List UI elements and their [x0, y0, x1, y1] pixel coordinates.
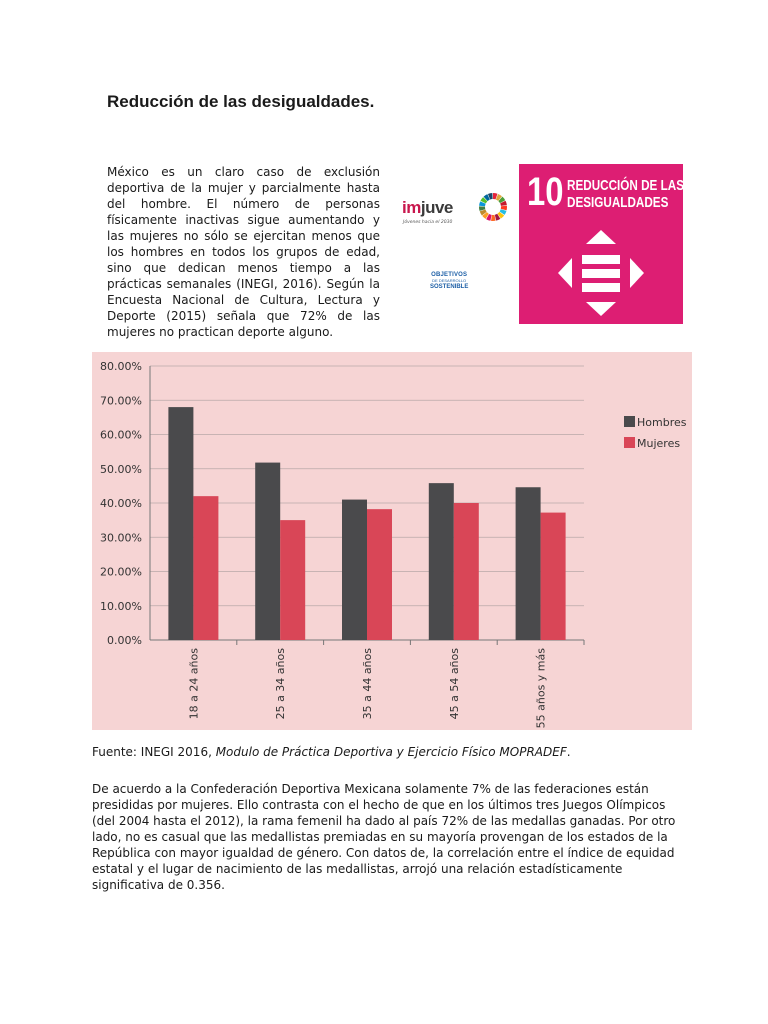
objetivos-line1: OBJETIVOS	[431, 272, 468, 278]
y-tick-label: 80.00%	[100, 360, 142, 373]
bar-mujeres	[193, 496, 218, 640]
imjuve-wordmark	[402, 198, 453, 218]
legend-label-mujeres: Mujeres	[637, 437, 681, 450]
sdg10-title-line2: DESIGUALDADES	[567, 194, 669, 211]
source-title: Modulo de Práctica Deportiva y Ejercicio Físico MOPRADEF	[215, 745, 567, 759]
imjuve-wordmark-im: im	[402, 198, 421, 217]
x-tick-label: 55 años y más	[534, 648, 548, 729]
bar-mujeres	[454, 503, 479, 640]
bar-mujeres	[541, 513, 566, 640]
sdg10-badge	[519, 164, 683, 324]
legend-label-hombres: Hombres	[637, 416, 687, 429]
sdg10-title	[567, 177, 685, 211]
source-citation	[92, 744, 571, 760]
legend-swatch-mujeres	[624, 437, 635, 448]
objetivos-logo	[430, 272, 468, 290]
y-tick-label: 70.00%	[100, 394, 142, 408]
bar-hombres	[342, 500, 367, 640]
bar-hombres	[255, 463, 280, 640]
y-tick-label: 20.00%	[100, 565, 142, 579]
bar-mujeres	[280, 520, 305, 640]
sdg10-title-line1: REDUCCIÓN DE LAS	[567, 177, 685, 194]
page-title: Reducción de las desigualdades.	[107, 92, 375, 111]
y-tick-label: 60.00%	[100, 428, 142, 442]
imjuve-wordmark-juve: juve	[420, 198, 453, 217]
imjuve-logo	[400, 190, 510, 300]
bar-hombres	[516, 487, 541, 640]
x-tick-label: 18 a 24 años	[187, 648, 201, 720]
objetivos-line2: DE DESARROLLO	[432, 278, 467, 283]
y-tick-label: 40.00%	[100, 497, 142, 510]
x-tick-label: 45 a 54 años	[447, 648, 461, 720]
bar-hombres	[168, 407, 193, 640]
source-suffix: .	[566, 745, 571, 759]
activity-chart	[92, 352, 692, 730]
y-tick-label: 10.00%	[100, 599, 142, 613]
body-paragraph: De acuerdo a la Confederación Deportiva Mexicana solamente 7% de las federaciones están presididas por mujeres. Ello contrasta con el hecho de que en los últimos tres Juegos Olímpicos (del 2004 hasta el 2012), la rama femenil ha dado al país 72% de las medallas ganadas. Por otro lado, no es casual que las medallistas premiadas en su mayoría provengan de los estados de la República con mayor igualdad de género. Con datos de, la correlación entre el índice de equidad estatal y el lugar de nacimiento de las medallistas, arrojó una relación estadísticamente significativa de 0.356.	[92, 782, 676, 892]
legend-swatch-hombres	[624, 416, 635, 427]
inequality-arrows-icon	[554, 226, 648, 320]
sdg-wheel-segment	[491, 215, 496, 221]
bar-mujeres	[367, 509, 392, 640]
x-tick-label: 25 a 34 años	[274, 648, 288, 720]
imjuve-tagline: Jóvenes hacia el 2030	[403, 220, 453, 225]
y-tick-label: 50.00%	[100, 462, 142, 476]
sdg-wheel-icon	[478, 192, 508, 222]
intro-paragraph: México es un claro caso de exclusión deportiva de la mujer y parcialmente hasta del hombre. El número de personas físicamente inactivas sigue aumentando y las mujeres no sólo se ejercitan menos que los hombres en todos los grupos de edad, sino que dedican menos tiempo a las prácticas semanales (INEGI, 2016). Según la Encuesta Nacional de Cultura, Lectura y Deporte (2015) señala que 72% de las mujeres no practican deporte alguno.	[107, 165, 380, 339]
y-tick-label: 0.00%	[107, 634, 142, 647]
sdg10-number: 10	[527, 170, 564, 214]
objetivos-line3: SOSTENIBLE	[430, 284, 469, 290]
y-tick-label: 30.00%	[100, 531, 142, 545]
bar-chart	[92, 352, 692, 730]
x-tick-label: 35 a 44 años	[361, 648, 374, 720]
bar-hombres	[429, 483, 454, 640]
source-prefix: Fuente: INEGI 2016,	[92, 745, 216, 759]
